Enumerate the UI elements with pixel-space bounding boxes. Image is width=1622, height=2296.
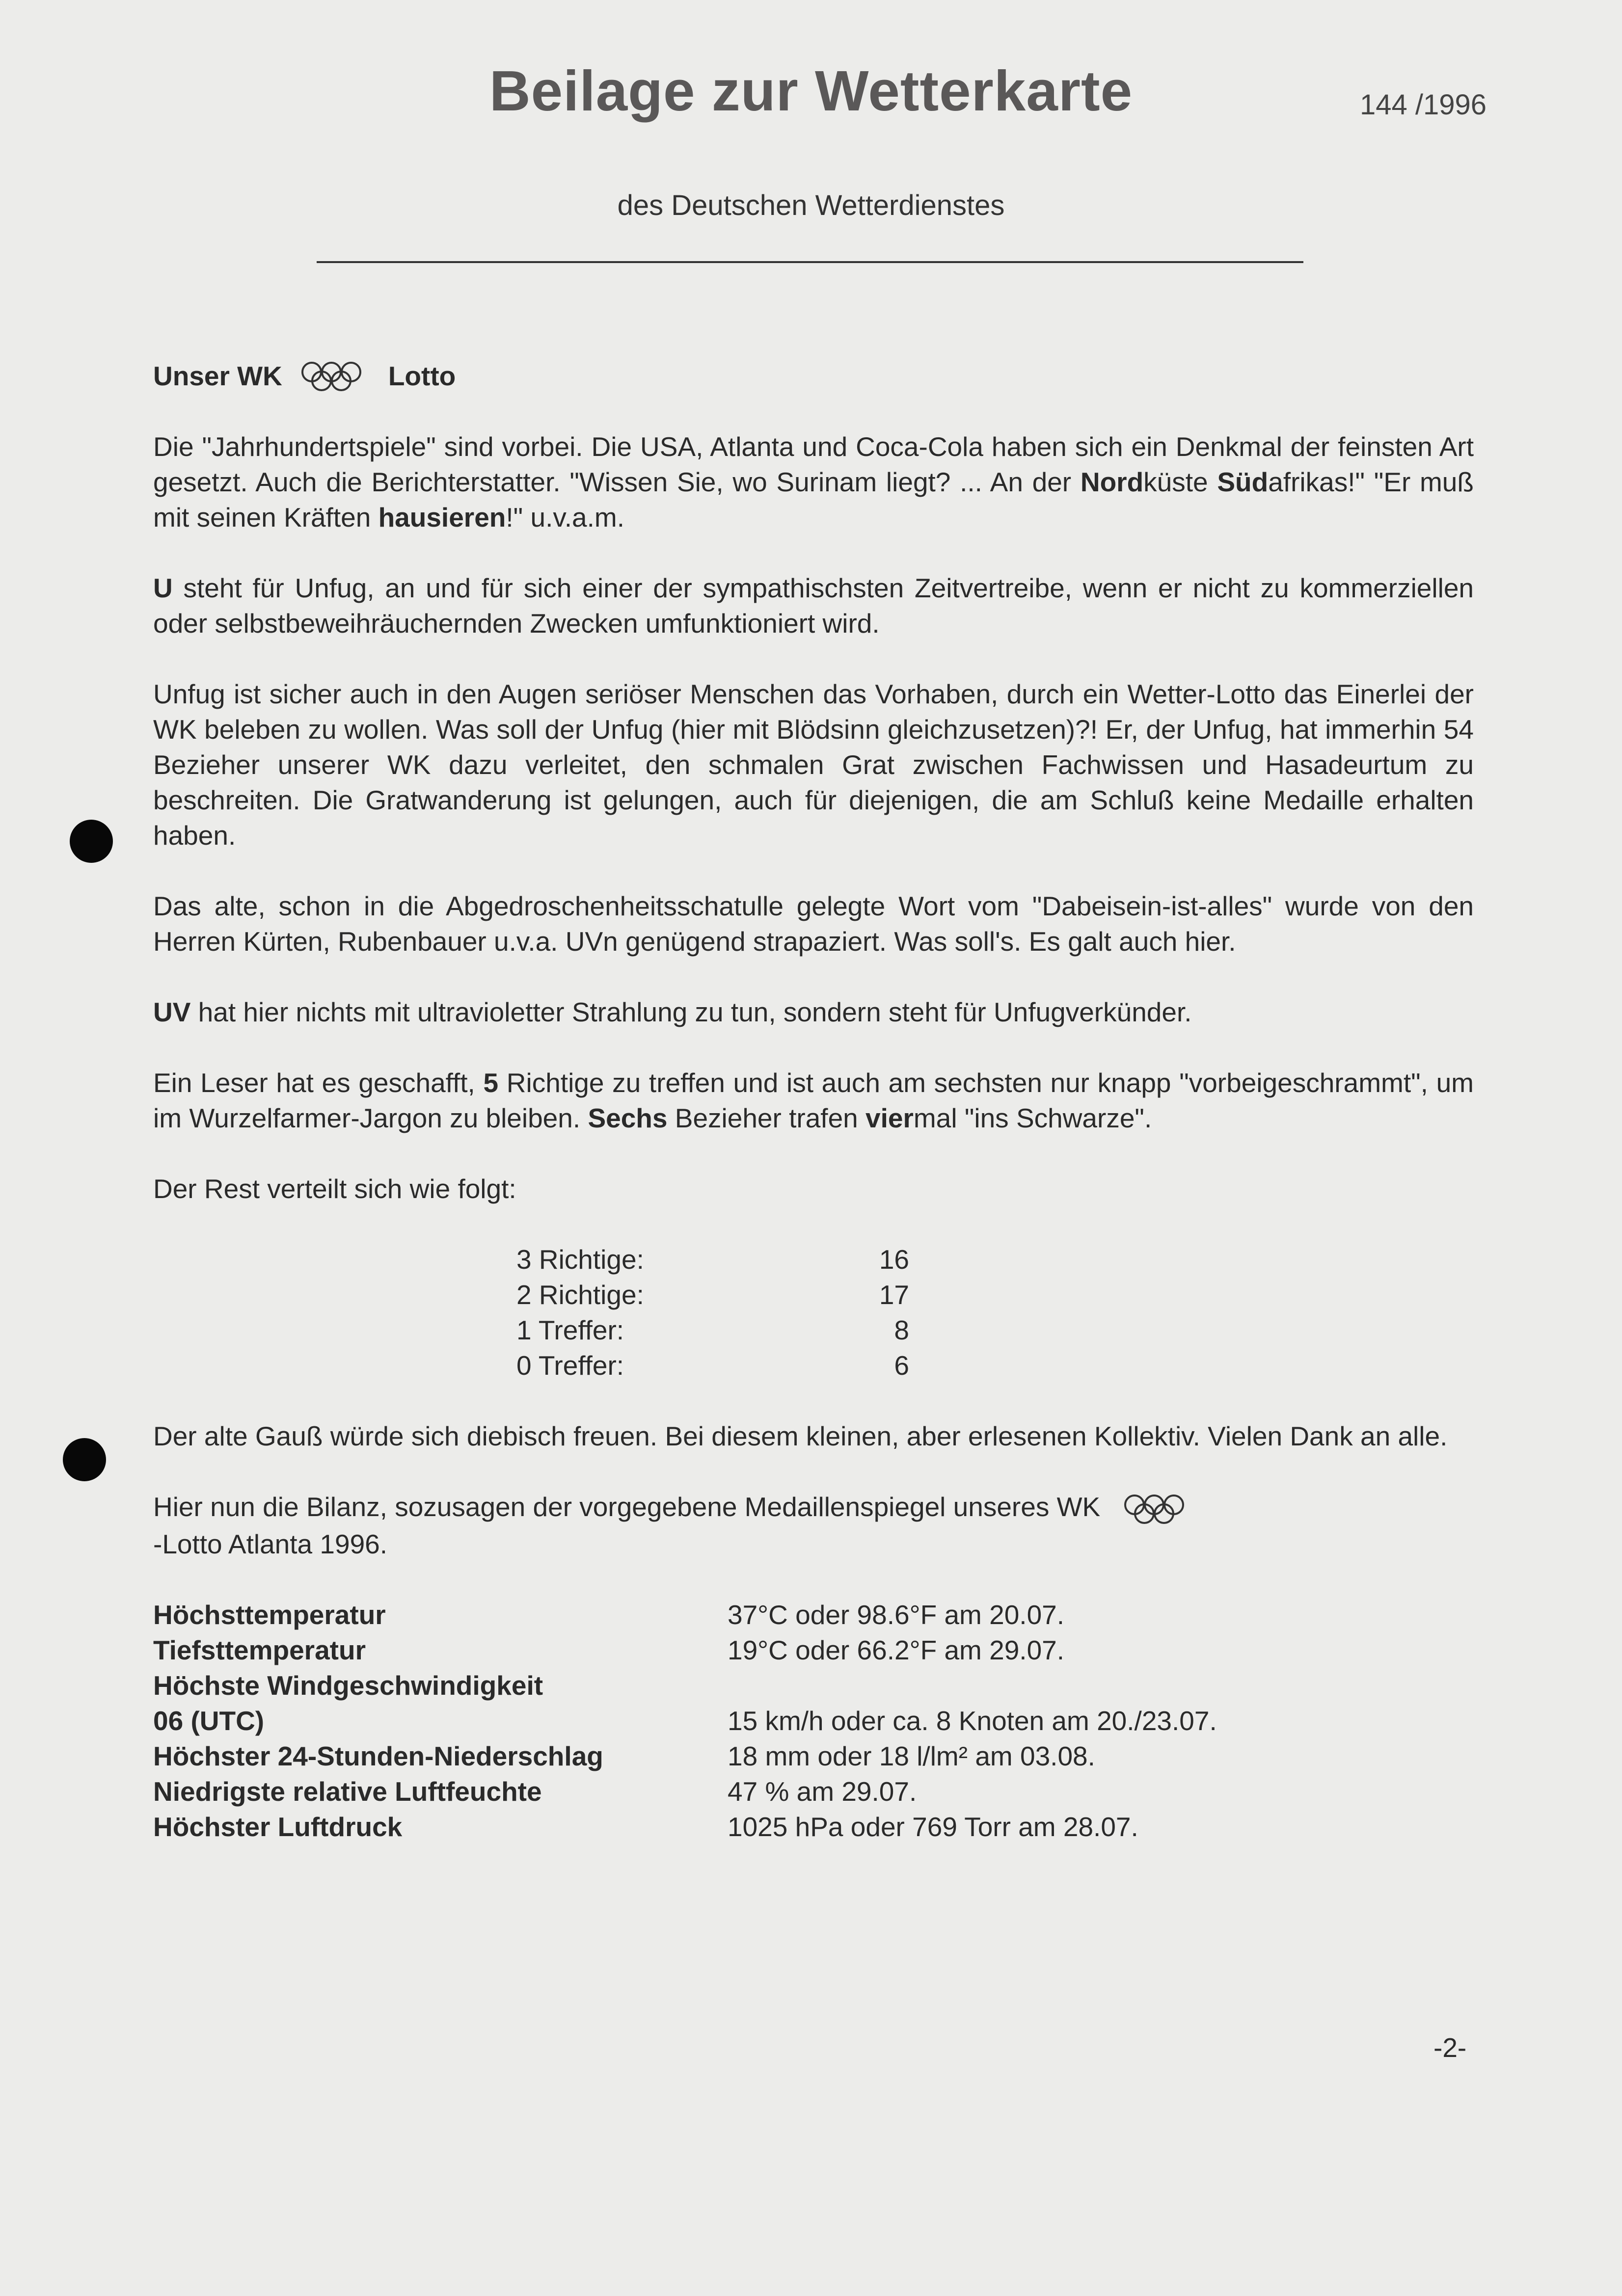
stat-label: Höchste Windgeschwindigkeit <box>153 1670 543 1701</box>
paragraph-2: U steht für Unfug, an und für sich einer der sympathischsten Zeitvertreibe, wenn er nicht zu kommerziellen oder selbstbeweihräuchernden Zwecken umfunktioniert wird. <box>153 573 1474 639</box>
results-label: 0 Treffer: <box>516 1350 624 1381</box>
olympic-rings-icon <box>1120 1491 1189 1526</box>
table-row <box>153 1774 1474 1809</box>
paragraph-1: Die "Jahrhundertspiele" sind vorbei. Die USA, Atlanta und Coca-Cola haben sich ein Denkmal der feinsten Art gesetzt. Auch die Berichterstatter. "Wissen Sie, wo Surinam liegt? ... An der Nordküste Südafrikas!" "Er muß mit seinen Kräften hausieren!" u.v.a.m. <box>153 431 1474 533</box>
table-row <box>153 1597 1474 1632</box>
results-value: 17 <box>879 1280 909 1310</box>
stat-value <box>728 1668 1474 1703</box>
stat-value: 47 % am 29.07. <box>728 1776 917 1807</box>
table-row <box>153 1703 1474 1738</box>
results-label: 1 Treffer: <box>516 1315 624 1345</box>
stat-label: Höchsttemperatur <box>153 1600 386 1630</box>
heading-suffix: Lotto <box>388 361 456 391</box>
paragraph-5: UV hat hier nichts mit ultravioletter Strahlung zu tun, sondern steht für Unfugverkünder. <box>153 997 1192 1027</box>
issue-number: 144 /1996 <box>1360 89 1487 121</box>
results-value: 8 <box>894 1315 909 1345</box>
weather-stats-table <box>153 1597 1474 1844</box>
table-row <box>153 1668 1474 1703</box>
paragraph-4: Das alte, schon in die Abgedroschenheitsschatulle gelegte Wort vom "Dabeisein-ist-alles" wurde von den Herren Kürten, Rubenbauer u.v.a. UVn genügend strapaziert. Was soll's. Es galt auch hier. <box>153 891 1474 957</box>
table-row <box>516 1277 909 1312</box>
paragraph-7: Der Rest verteilt sich wie folgt: <box>153 1174 516 1204</box>
page-title: Beilage zur Wetterkarte <box>489 59 1133 123</box>
page-number: -2- <box>1433 2032 1467 2063</box>
punch-hole-icon <box>63 1438 106 1481</box>
stat-label: 06 (UTC) <box>153 1706 265 1736</box>
title-divider <box>317 261 1303 263</box>
page-subtitle: des Deutschen Wetterdienstes <box>617 189 1005 221</box>
table-row <box>153 1632 1474 1668</box>
results-value: 6 <box>894 1350 909 1381</box>
table-row <box>516 1242 909 1277</box>
stat-label: Höchster 24-Stunden-Niederschlag <box>153 1741 603 1772</box>
stat-value: 19°C oder 66.2°F am 29.07. <box>728 1635 1065 1666</box>
paragraph-8: Der alte Gauß würde sich diebisch freuen. Bei diesem kleinen, aber erlesenen Kollektiv. Vielen Dank an alle. <box>153 1421 1448 1451</box>
results-label: 2 Richtige: <box>516 1280 644 1310</box>
article-body <box>153 358 1474 1844</box>
paragraph-3: Unfug ist sicher auch in den Augen seriöser Menschen das Vorhaben, durch ein Wetter-Lotto das Einerlei der WK beleben zu wollen. Was soll der Unfug (hier mit Blödsinn gleichzusetzen)?! Er, der Unfug, hat immerhin 54 Bezieher unserer WK dazu verleitet, den schmalen Grat zwischen Fachwissen und Hasadeurtum zu beschreiten. Die Gratwanderung ist gelungen, auch für diejenigen, die am Schluß keine Medaille erhalten haben. <box>153 679 1474 851</box>
stat-label: Höchster Luftdruck <box>153 1812 403 1842</box>
results-table <box>516 1242 909 1383</box>
stat-value: 1025 hPa oder 769 Torr am 28.07. <box>728 1812 1138 1842</box>
table-row <box>516 1348 909 1383</box>
paragraph-6: Ein Leser hat es geschafft, 5 Richtige zu treffen und ist auch am sechsten nur knapp "vorbeigeschrammt", um im Wurzelfarmer-Jargon zu bleiben. Sechs Bezieher trafen viermal "ins Schwarze". <box>153 1068 1474 1133</box>
stat-label: Tiefsttemperatur <box>153 1635 366 1666</box>
heading-prefix: Unser WK <box>153 361 282 391</box>
stat-value: 15 km/h oder ca. 8 Knoten am 20./23.07. <box>728 1706 1217 1736</box>
paragraph-9: Hier nun die Bilanz, sozusagen der vorgegebene Medaillenspiegel unseres WK -Lotto Atlanta 1996. <box>153 1489 1474 1562</box>
punch-hole-icon <box>70 820 113 863</box>
stat-value: 37°C oder 98.6°F am 20.07. <box>728 1600 1065 1630</box>
section-heading <box>153 358 1474 394</box>
stat-label: Niedrigste relative Luftfeuchte <box>153 1776 542 1807</box>
results-value: 16 <box>879 1244 909 1275</box>
results-label: 3 Richtige: <box>516 1244 644 1275</box>
table-row <box>153 1738 1474 1774</box>
olympic-rings-icon <box>297 358 366 394</box>
stat-value: 18 mm oder 18 l/lm² am 03.08. <box>728 1741 1095 1772</box>
table-row <box>516 1312 909 1348</box>
table-row <box>153 1809 1474 1844</box>
